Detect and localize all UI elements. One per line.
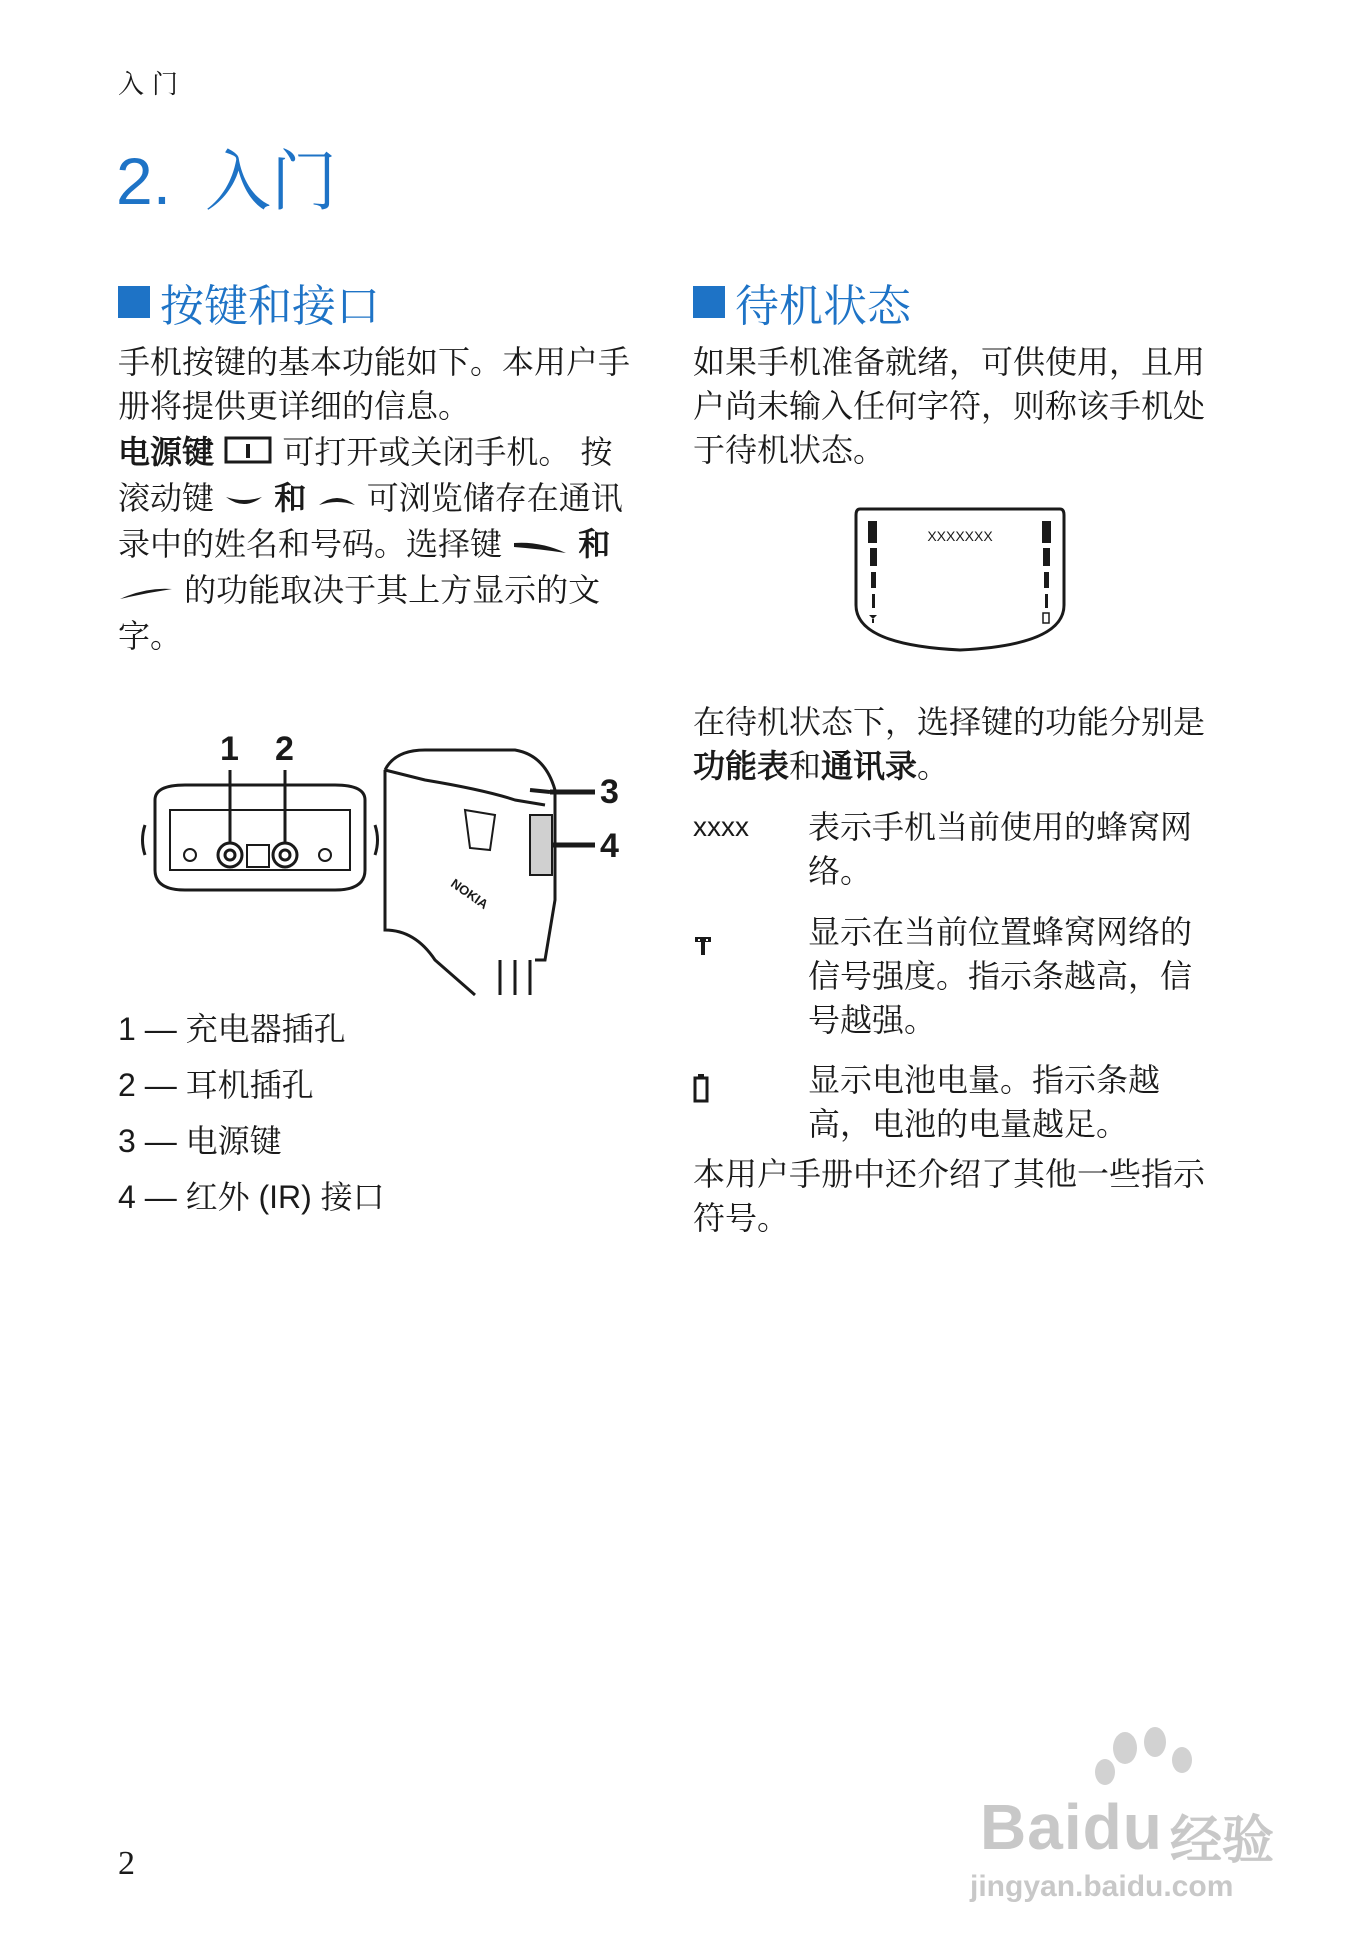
section-title-text: 待机状态 (735, 281, 911, 332)
callout-4: 4 (600, 827, 619, 865)
section-square-icon (693, 286, 725, 318)
selection-keys-text (693, 700, 1223, 788)
selection-end: 。 (917, 747, 950, 785)
power-key-label: 电源键 (118, 433, 215, 471)
indicator-key: xxxx (693, 811, 749, 842)
power-key-text: 可打开或关闭手机。 (282, 433, 571, 471)
watermark-product: 经验 (1170, 1812, 1275, 1870)
menu-keyword: 功能表 (693, 747, 790, 785)
and-word: 和 (578, 525, 611, 563)
indicator-row-network (693, 805, 1223, 893)
right-selection-key-icon (118, 570, 174, 614)
contacts-keyword: 通讯录 (821, 747, 918, 785)
page-number: 2 (118, 1845, 135, 1882)
standby-outro: 本用户手册中还介绍了其他一些指示符号。 (693, 1155, 1206, 1237)
left-selection-key-icon (512, 524, 568, 568)
power-key-icon (224, 432, 272, 476)
indicator-key (693, 910, 808, 1042)
legend-item: 3 — 电源键 (118, 1123, 282, 1159)
section-title-text: 按键和接口 (160, 281, 380, 332)
keys-description (118, 430, 638, 658)
phone-top-view (385, 750, 555, 995)
chapter-number: 2. (116, 144, 172, 218)
scroll-up-key-icon (317, 478, 357, 522)
signal-antenna-icon (693, 924, 713, 968)
indicator-row-battery (693, 1058, 1223, 1146)
legend-item: 1 — 充电器插孔 (118, 1011, 346, 1047)
indicator-desc: 显示在当前位置蜂窝网络的信号强度。指示条越高，信号越强。 (808, 913, 1193, 1039)
callout-2: 2 (275, 730, 294, 768)
and-word: 和 (274, 479, 307, 517)
callout-1: 1 (220, 730, 239, 768)
indicator-desc: 显示电池电量。指示条越高，电池的电量越足。 (808, 1061, 1161, 1143)
running-head: 入门 (118, 70, 187, 100)
standby-screen-illustration (852, 505, 1068, 655)
selection-suffix: 的功能取决于其上方显示的文字。 (118, 571, 601, 655)
chapter-title-text: 入门 (205, 144, 338, 218)
section-square-icon (118, 286, 150, 318)
phone-bottom-view (143, 770, 378, 890)
baidu-watermark (960, 1720, 1290, 1910)
battery-icon (693, 1070, 709, 1114)
phone-connectors-figure (135, 730, 635, 1000)
screen-operator-name: XXXXXXX (927, 528, 993, 544)
section-title-standby (693, 270, 1223, 334)
scroll-down-key-icon (224, 478, 264, 522)
keys-intro: 手机按键的基本功能如下。本用户手册将提供更详细的信息。 (118, 343, 631, 425)
chapter-title (116, 128, 337, 223)
and-word: 和 (789, 747, 822, 785)
selection-text: 在待机状态下，选择键的功能分别是 (693, 703, 1206, 741)
legend-item: 4 — 红外 (IR) 接口 (118, 1179, 385, 1215)
scroll-prefix: 按滚动键 (118, 433, 613, 517)
indicator-key (693, 1058, 808, 1146)
callout-3: 3 (600, 773, 619, 811)
standby-intro: 如果手机准备就绪，可供使用，且用户尚未输入任何字符，则称该手机处于待机状态。 (693, 343, 1206, 469)
indicator-row-signal (693, 910, 1223, 1042)
section-title-keys (118, 270, 638, 334)
phone-brand-label: NOKIA (448, 875, 492, 912)
indicator-desc: 表示手机当前使用的蜂窝网络。 (808, 808, 1193, 890)
watermark-url: jingyan.baidu.com (970, 1870, 1234, 1903)
watermark-brand: Baidu (980, 1791, 1163, 1863)
legend-item: 2 — 耳机插孔 (118, 1067, 314, 1103)
scroll-suffix: 可浏览储存在通讯录中的姓名和号码。选择键 (118, 479, 623, 563)
